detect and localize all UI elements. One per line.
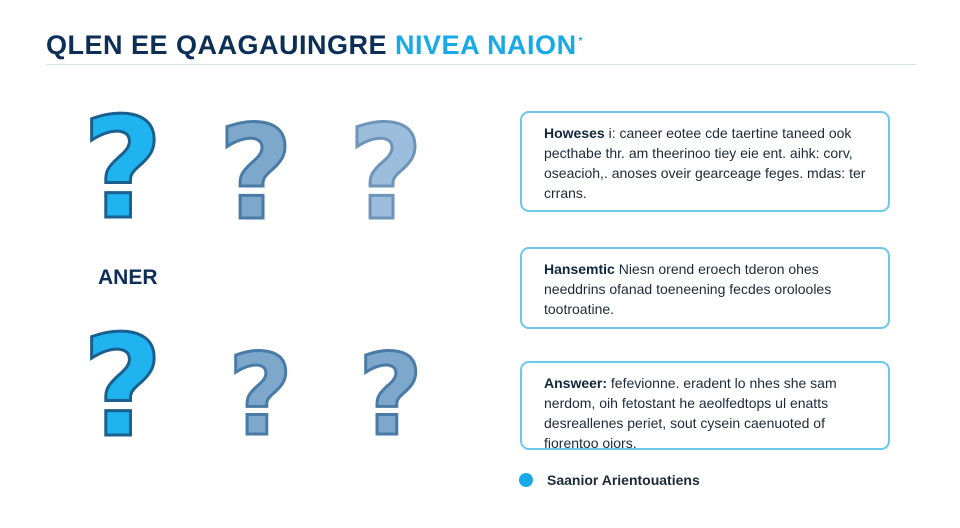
footnote	[519, 470, 700, 490]
title-divider	[46, 64, 916, 65]
question-mark-icon: ?	[358, 331, 423, 461]
card-text: fefevionne. eradent lo nhes she sam nerdom, oih fetostant he aeolfedtops ul enatts desreallenes periet, sout cysein caenuoted of fiorentoo oiors.	[544, 375, 837, 451]
card-lead: Hansemtic	[544, 261, 615, 277]
question-mark-icon: ?	[82, 88, 164, 251]
info-card	[520, 247, 890, 329]
page-title	[46, 30, 583, 61]
bullet-dot-icon	[519, 473, 533, 487]
card-text: i: caneer eotee cde taertine taneed ook pecthabe thr. am theerinoo tiey eie ent. aihk: corv, oseacioh,. anoses oveir gearceage feges. mdas: ter crrans.	[544, 125, 866, 201]
footnote-text: Saanior Arientouatiens	[547, 472, 700, 488]
question-mark-icon: ?	[218, 97, 294, 249]
title-mark: *	[578, 36, 583, 47]
title-main: QLEN EE QAAGAUINGRE	[46, 30, 388, 60]
card-lead: Howeses	[544, 125, 605, 141]
question-mark-icon: ?	[82, 306, 164, 469]
question-mark-icon: ?	[348, 97, 424, 249]
info-card	[520, 111, 890, 212]
info-card	[520, 361, 890, 450]
card-text: Niesn orend eroech tderon ohes needdrins ofanad toeneening fecdes orolooles tootroatine.	[544, 261, 832, 317]
answer-label: ANER	[98, 266, 158, 289]
question-mark-icon: ?	[228, 331, 293, 461]
card-lead: Answeer:	[544, 375, 608, 391]
title-accent: NIVEA NAION	[395, 30, 577, 60]
